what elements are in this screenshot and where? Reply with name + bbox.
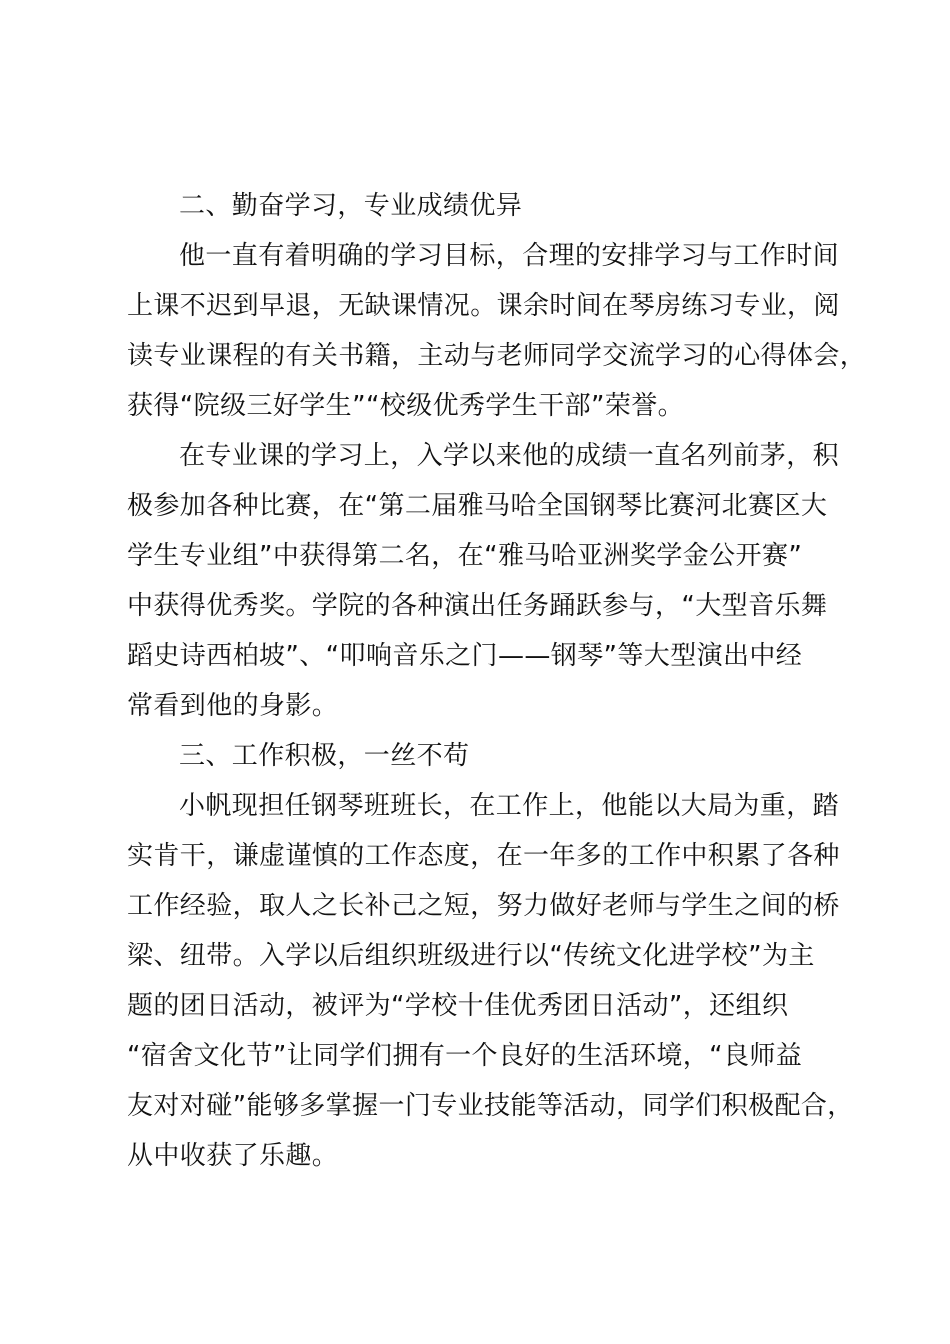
text-line: 获得“院级三好学生”“校级优秀学生干部”荣誉。 xyxy=(127,391,685,421)
text-line: 梁、纽带。入学以后组织班级进行以“传统文化进学校”为主 xyxy=(127,941,815,971)
text-line: “宿舍文化节”让同学们拥有一个良好的生活环境，“良师益 xyxy=(127,1041,803,1071)
text-line: 友对对碰”能够多掌握一门专业技能等活动，同学们积极配合， xyxy=(127,1091,854,1121)
paragraph-study-goals xyxy=(127,231,867,431)
paragraph-class-monitor xyxy=(127,781,857,1181)
section-heading-work: 三、工作积极，一丝不苟 xyxy=(179,741,470,771)
text-line: 常看到他的身影。 xyxy=(127,691,339,721)
text-line: 小帆现担任钢琴班班长，在工作上，他能以大局为重，踏 xyxy=(179,791,840,821)
text-line: 极参加各种比赛，在“第二届雅马哈全国钢琴比赛河北赛区大 xyxy=(127,491,828,521)
text-line: 学生专业组”中获得第二名，在“雅马哈亚洲奖学金公开赛” xyxy=(127,541,803,571)
text-line: 从中收获了乐趣。 xyxy=(127,1141,339,1171)
text-line: 题的团日活动，被评为“学校十佳优秀团日活动”，还组织 xyxy=(127,991,789,1021)
text-line: 上课不迟到早退，无缺课情况。课余时间在琴房练习专业，阅 xyxy=(127,291,840,321)
section-heading-study: 二、勤奋学习，专业成绩优异 xyxy=(179,191,523,221)
text-line: 工作经验，取人之长补己之短，努力做好老师与学生之间的桥 xyxy=(127,891,840,921)
text-line: 读专业课程的有关书籍，主动与老师同学交流学习的心得体会， xyxy=(127,341,867,371)
text-line: 中获得优秀奖。学院的各种演出任务踊跃参与，“大型音乐舞 xyxy=(127,591,828,621)
document-body xyxy=(127,181,867,1181)
text-line: 实肯干，谦虚谨慎的工作态度，在一年多的工作中积累了各种 xyxy=(127,841,840,871)
text-line: 在专业课的学习上，入学以来他的成绩一直名列前茅，积 xyxy=(179,441,840,471)
text-line: 他一直有着明确的学习目标，合理的安排学习与工作时间 xyxy=(179,241,840,271)
paragraph-competitions xyxy=(127,431,857,731)
text-line: 蹈史诗西柏坡”、“叩响音乐之门——钢琴”等大型演出中经 xyxy=(127,641,803,671)
